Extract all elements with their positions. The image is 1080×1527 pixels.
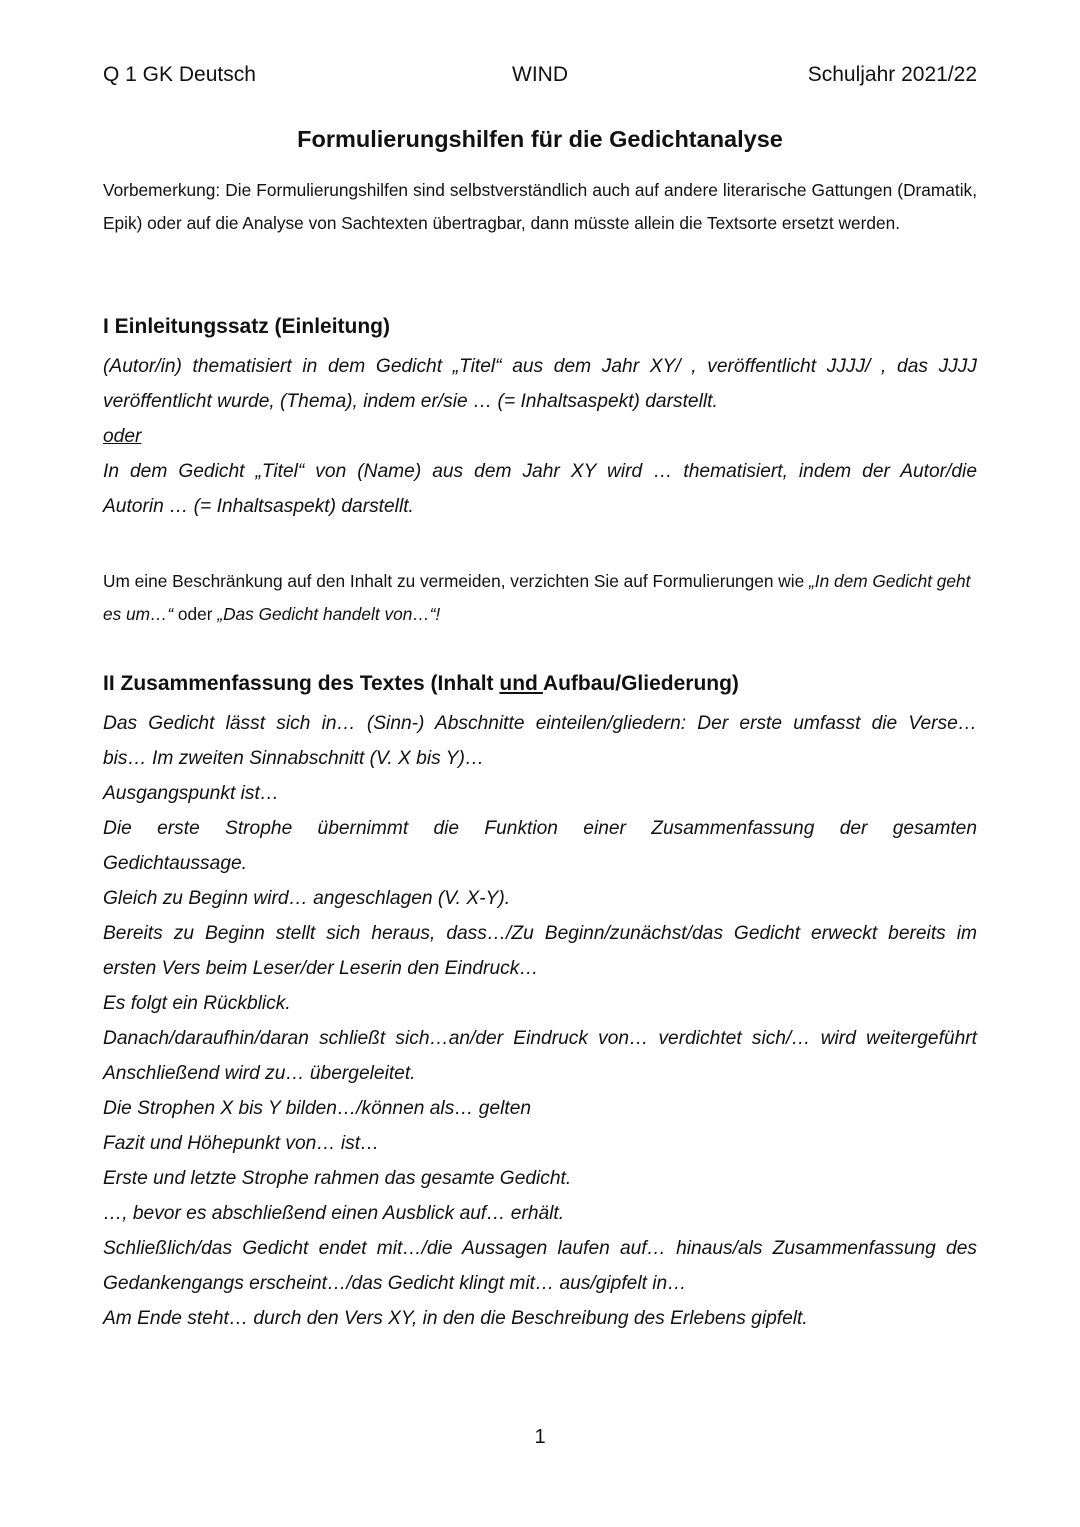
section-1-note — [103, 565, 977, 630]
phrase-line: Es folgt ein Rückblick. — [103, 993, 291, 1014]
note-example-2: „Das Gedicht handelt von…“! — [217, 603, 441, 624]
note-text-start: Um eine Beschränkung auf den Inhalt zu vermeiden, verzichten Sie auf Formulierungen wie — [103, 571, 810, 591]
phrase-line: Fazit und Höhepunkt von… ist… — [103, 1133, 380, 1154]
header-teacher: WIND — [512, 63, 568, 86]
phrase-line: Anschließend wird zu… übergeleitet. — [103, 1063, 416, 1084]
phrase-line: Danach/daraufhin/daran schließt sich…an/der Eindruck von… verdichtet sich/… wird weitergeführt — [103, 1028, 977, 1049]
phrase-line: Am Ende steht… durch den Vers XY, in den die Beschreibung des Erlebens gipfelt. — [103, 1308, 808, 1329]
section-1-body — [103, 349, 977, 524]
phrase-line: Die Strophen X bis Y bilden…/können als… gelten — [103, 1098, 532, 1119]
section-2-heading — [103, 672, 739, 696]
phrase-line: Schließlich/das Gedicht endet mit…/die Aussagen laufen auf… hinaus/als Zusammenfassung des — [103, 1238, 977, 1259]
section-1-heading: I Einleitungssatz (Einleitung) — [103, 315, 391, 338]
page-header — [103, 63, 977, 93]
or-text: oder — [103, 426, 142, 447]
section-2-heading-part-b: Aufbau/Gliederung) — [542, 672, 739, 695]
note-text-mid: oder — [173, 603, 218, 624]
note-example-1: „In dem Gedicht geht es um…“ — [103, 571, 971, 624]
section-1-line-4: Autorin … (= Inhaltsaspekt) darstellt. — [103, 496, 414, 517]
or-label — [103, 419, 977, 454]
preface-paragraph: Vorbemerkung: Die Formulierungshilfen sind selbstverständlich auch auf andere literarische Gattungen (Dramatik, Epik) oder auf die Analyse von Sachtexten übertragbar, dann müsste allein die Textsorte ersetzt werden. — [103, 180, 977, 233]
phrase-line: Erste und letzte Strophe rahmen das gesamte Gedicht. — [103, 1168, 572, 1189]
phrase-line: Ausgangspunkt ist… — [103, 783, 279, 804]
phrase-line: Gedankengangs erscheint…/das Gedicht klingt mit… aus/gipfelt in… — [103, 1273, 687, 1294]
phrase-line: Gedichtaussage. — [103, 853, 247, 874]
phrase-line: …, bevor es abschließend einen Ausblick auf… erhält. — [103, 1203, 565, 1224]
phrase-line: Die erste Strophe übernimmt die Funktion einer Zusammenfassung der gesamten — [103, 818, 977, 839]
phrase-line: Gleich zu Beginn wird… angeschlagen (V. X-Y). — [103, 888, 511, 909]
header-course: Q 1 GK Deutsch — [103, 63, 256, 86]
phrase-line: Bereits zu Beginn stellt sich heraus, dass…/Zu Beginn/zunächst/das Gedicht erweckt bereits im — [103, 923, 977, 944]
section-1-line-2: veröffentlicht wurde, (Thema), indem er/sie … (= Inhaltsaspekt) darstellt. — [103, 391, 718, 412]
phrase-line: ersten Vers beim Leser/der Leserin den Eindruck… — [103, 958, 539, 979]
phrase-line: Das Gedicht lässt sich in… (Sinn-) Abschnitte einteilen/gliedern: Der erste umfasst die Verse… — [103, 713, 977, 734]
header-school-year: Schuljahr 2021/22 — [807, 63, 977, 86]
page-number: 1 — [534, 1426, 546, 1448]
section-1-line-3: In dem Gedicht „Titel“ von (Name) aus dem Jahr XY wird … thematisiert, indem der Autor/die — [103, 461, 977, 482]
section-2-body — [103, 706, 977, 1336]
document-title: Formulierungshilfen für die Gedichtanalyse — [297, 126, 783, 152]
section-2-heading-part-a: II Zusammenfassung des Textes (Inhalt — [103, 672, 500, 695]
section-2-heading-underlined: und — [499, 672, 543, 695]
phrase-line: bis… Im zweiten Sinnabschnitt (V. X bis Y)… — [103, 748, 485, 769]
section-1-line-1: (Autor/in) thematisiert in dem Gedicht „Titel“ aus dem Jahr XY/ , veröffentlicht JJJJ/ , das JJJJ — [103, 356, 977, 377]
